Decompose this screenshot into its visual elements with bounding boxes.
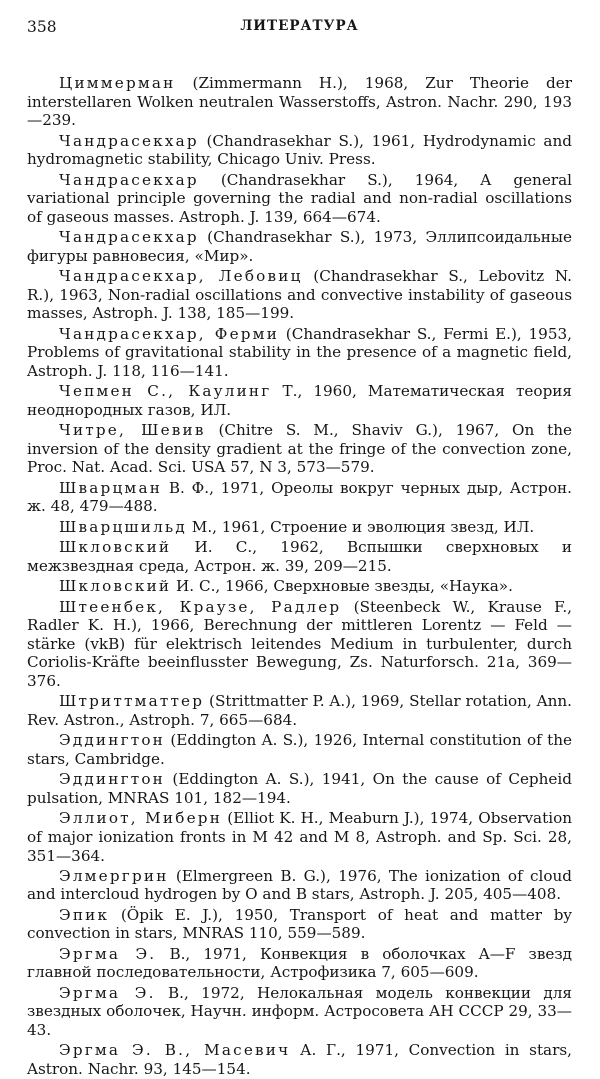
reference-authors: Штеенбек, Краузе, Радлер [59,597,342,616]
reference-entry [27,1041,572,1078]
reference-details: (Eddington A. S.), 1926, Internal constitution of the stars, Cambridge. [27,731,572,768]
reference-authors: Чандрасекхар, Ферми [59,324,280,343]
reference-authors: Элмергрин [59,866,169,885]
reference-entry [27,984,572,1040]
reference-details: В., 1971, Конвекция в оболочках A—F звезд главной последовательности, Астрофизика 7, 605—609. [27,944,572,982]
reference-authors: Чепмен С., Каулинг [59,382,272,401]
reference-details: (Eddington A. S.), 1941, On the cause of Cepheid pulsation, MNRAS 101, 182—194. [27,770,572,807]
reference-authors: Шкловский [59,538,172,557]
reference-details: И. С., 1966, Сверхновые звезды, «Наука». [171,577,513,596]
reference-authors: Чандрасекхар [59,131,199,150]
reference-details: (Chandrasekhar S.), 1973, Эллипсоидальные фигуры равновесия, «Мир». [27,228,572,265]
reference-entry [27,74,572,130]
reference-details: (Strittmatter P. A.), 1969, Stellar rotation, Ann. Rev. Astron., Astroph. 7, 665—684. [27,692,572,729]
reference-authors: Чандрасекхар, Лебовиц [59,267,303,286]
reference-details: (Chitre S. M., Shaviv G.), 1967, On the inversion of the density gradient at the fringe of the convection zone, Proc. Nat. Acad. Sci. USA 57, N 3, 573—579. [27,421,572,477]
reference-authors: Эддингтон [59,731,165,750]
reference-details: (Chandrasekhar S., Lebovitz N. R.), 1963, Non-radial oscillations and convective instability of gaseous masses, Astroph. J. 138, 185—199. [27,267,572,323]
reference-details: Т., 1960, Математическая теория неоднородных газов, ИЛ. [27,382,572,419]
reference-entry [27,577,572,596]
reference-authors: Штриттматтер [59,692,205,711]
reference-entry [27,479,572,516]
reference-details: (Elmergreen B. G.), 1976, The ionization of cloud and intercloud hydrogen by O and B stars, Astroph. J. 205, 405—408. [27,866,572,904]
reference-details: (Öpik E. J.), 1950, Transport of heat and matter by convection in stars, MNRAS 110, 559—589. [27,905,572,943]
reference-details: (Chandrasekhar S., Fermi E.), 1953, Problems of gravitational stability in the presence of a magnetic field, Astroph. J. 118, 116—141. [27,324,572,380]
reference-authors: Шкловский [59,577,172,596]
page-header [27,14,572,36]
reference-entry [27,809,572,865]
reference-entry [27,598,572,691]
reference-authors: Шварцман [59,478,163,497]
reference-entry [27,867,572,904]
reference-details: В. Ф., 1971, Ореолы вокруг черных дыр, Астрон. ж. 48, 479—488. [27,478,572,516]
reference-authors: Эллиот, Миберн [59,809,223,828]
reference-details: (Chandrasekhar S.), 1961, Hydrodynamic and hydromagnetic stability, Chicago Univ. Press. [27,131,572,169]
reference-authors: Чандрасекхар [59,228,199,247]
page-number: 358 [27,18,57,36]
reference-authors: Эргма Э. [59,944,157,963]
reference-details: А. Г., 1971, Convection in stars, Astron. Nachr. 93, 145—154. [27,1041,572,1079]
reference-authors: Чандрасекхар [59,170,199,189]
reference-entry [27,906,572,943]
reference-details: (Chandrasekhar S.), 1964, A general variational principle governing the radial and non-radial oscillations of gaseous masses. Astroph. J. 139, 664—674. [27,170,572,226]
reference-entry [27,731,572,768]
reference-details: (Elliot K. H., Meaburn J.), 1974, Observation of major ionization fronts in M 42 and M 8, Astroph. and Sp. Sci. 28, 351—364. [27,809,572,865]
reference-entry [27,267,572,323]
reference-authors: Читре, Шевив [59,421,206,440]
reference-authors: Эпик [59,905,110,924]
reference-authors: Эддингтон [59,770,165,789]
reference-entry [27,770,572,807]
reference-entry [27,421,572,477]
reference-entry [27,382,572,419]
reference-entry [27,325,572,381]
reference-entry [27,171,572,227]
reference-authors: Эргма Э. [59,983,156,1002]
reference-entry [27,228,572,265]
reference-details: (Steenbeck W., Krause F., Radler K. H.), 1966, Berechnung der mittleren Lorentz — Feld — stärke (vkB) für elektrisch leitendes Medium in turbulenter, durch Coriolis-Kräfte beeinflusster Bewegung, Zs. Naturforsch. 21a, 369—376. [27,597,572,690]
reference-details: (Zimmermann H.), 1968, Zur Theorie der interstellaren Wolken neutralen Wasserstoffs, Astron. Nachr. 290, 193—239. [27,74,572,130]
reference-entry [27,132,572,169]
running-title: ЛИТЕРАТУРА [240,18,359,34]
reference-details: И. С., 1962, Вспышки сверхновых и межзвездная среда, Астрон. ж. 39, 209—215. [27,538,572,575]
reference-entry [27,692,572,729]
reference-entry [27,945,572,982]
reference-entry [27,538,572,575]
reference-entry [27,518,572,537]
reference-authors: Шварцшильд [59,517,187,536]
reference-authors: Эргма Э. В., Масевич [59,1041,291,1060]
reference-authors: Циммерман [59,74,176,92]
reference-list [27,74,572,1079]
reference-details: М., 1961, Строение и эволюция звезд, ИЛ. [186,517,535,536]
reference-details: В., 1972, Нелокальная модель конвекции для звездных оболочек, Научн. информ. Астросовета АН СССР 29, 33—43. [27,983,572,1040]
